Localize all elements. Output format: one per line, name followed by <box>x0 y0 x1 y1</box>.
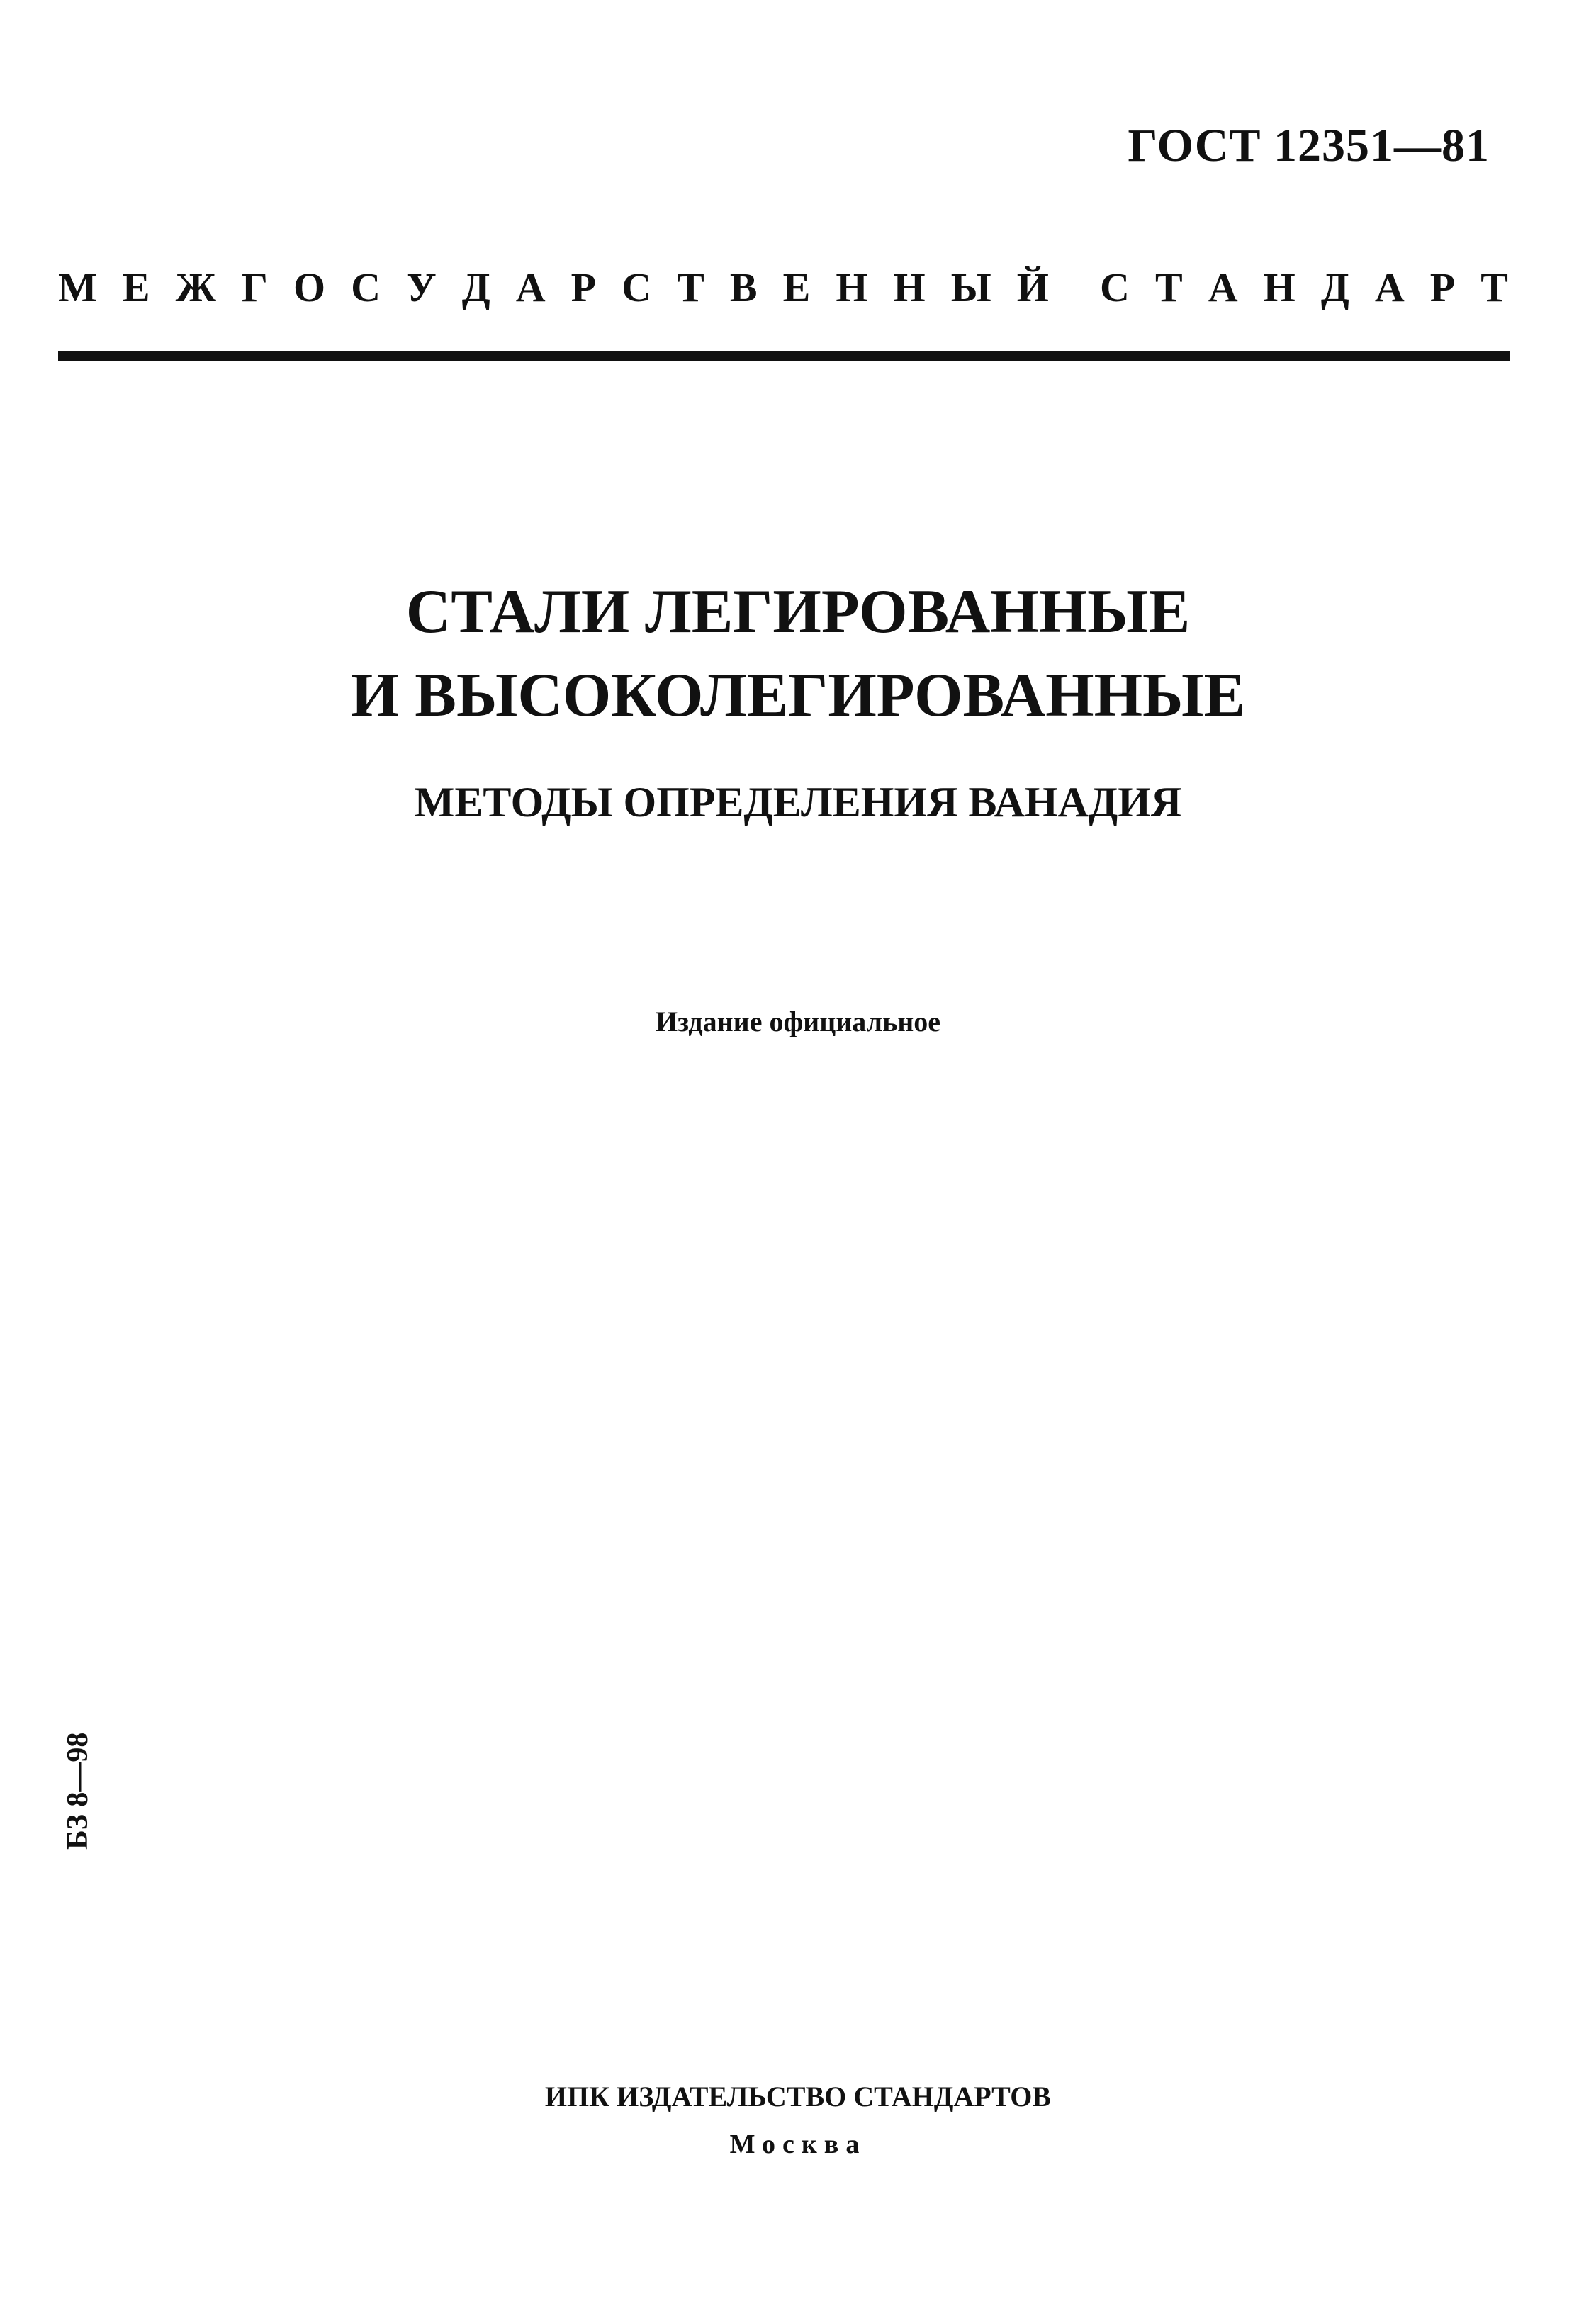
heading-letter: Т <box>1154 264 1183 310</box>
heading-letter: С <box>1100 264 1130 310</box>
heading-letter: С <box>622 264 652 310</box>
heading-letter: Р <box>571 264 597 310</box>
side-mark: БЗ 8—98 <box>62 1732 94 1850</box>
heading-letter: Е <box>122 264 150 310</box>
standard-kind-heading <box>58 264 1508 311</box>
title-line-1: СТАЛИ ЛЕГИРОВАННЫЕ <box>405 578 1191 646</box>
heading-letter: Н <box>893 264 926 310</box>
heading-letter: Е <box>782 264 811 310</box>
heading-letter: Т <box>1480 264 1508 310</box>
heading-letter: О <box>293 264 326 310</box>
heading-letter: Т <box>677 264 704 310</box>
document-subtitle: МЕТОДЫ ОПРЕДЕЛЕНИЯ ВАНАДИЯ <box>414 779 1182 826</box>
heading-letter: А <box>515 264 546 310</box>
heading-letter: А <box>1208 264 1238 310</box>
heading-letter: Р <box>1429 264 1456 310</box>
heading-letter: В <box>729 264 758 310</box>
heading-letter: С <box>351 264 381 310</box>
heading-letter: М <box>58 264 97 310</box>
heading-letter: Д <box>1320 264 1349 310</box>
document-title <box>0 570 1596 738</box>
heading-letter: А <box>1374 264 1405 310</box>
heading-letter: У <box>406 264 437 310</box>
title-line-2: И ВЫСОКОЛЕГИРОВАННЫЕ <box>350 661 1246 730</box>
heading-letter: Й <box>1016 264 1049 310</box>
heading-letter: Д <box>461 264 490 310</box>
edition-note: Издание официальное <box>655 1006 941 1037</box>
heading-letter: Ы <box>950 264 991 310</box>
publisher-city: Москва <box>729 2129 867 2159</box>
publisher-name: ИПК ИЗДАТЕЛЬСТВО СТАНДАРТОВ <box>544 2081 1052 2112</box>
heading-letter: Ж <box>175 264 216 310</box>
heading-letter: Н <box>836 264 868 310</box>
heading-letter: Н <box>1263 264 1296 310</box>
document-code: ГОСТ 12351—81 <box>1128 120 1490 171</box>
heading-letter: Г <box>241 264 268 310</box>
header-rule <box>58 351 1510 361</box>
